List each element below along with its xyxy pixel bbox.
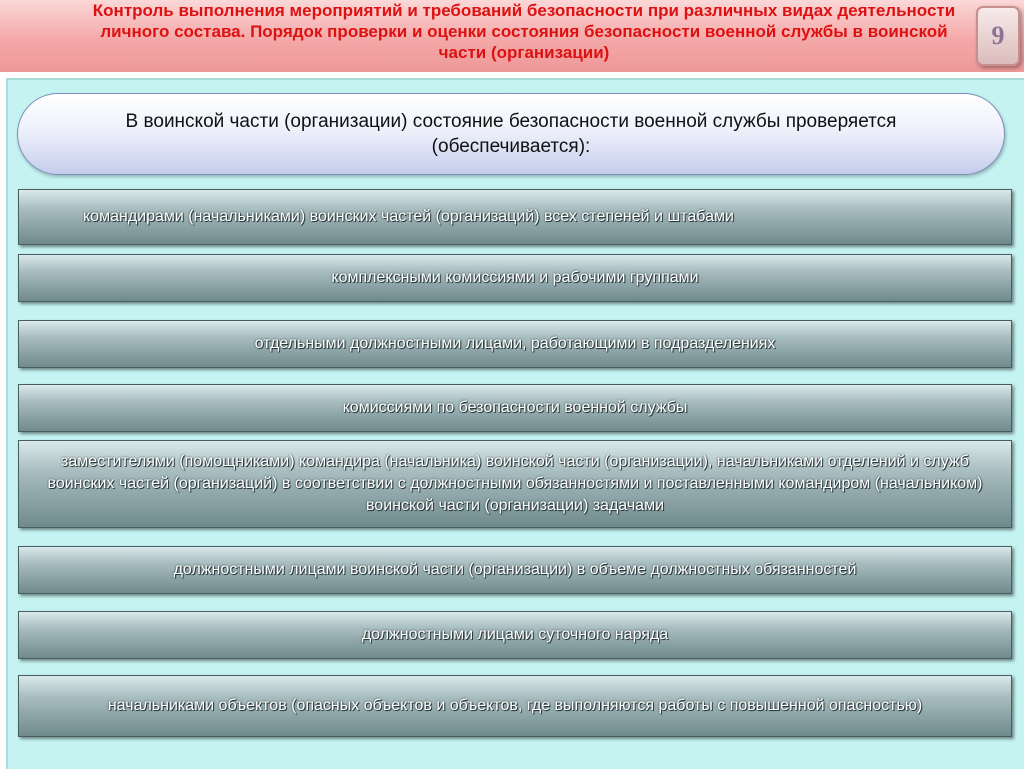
- slide-title-line: части (организации): [438, 43, 610, 62]
- list-item-text: должностными лицами суточного наряда: [361, 626, 669, 643]
- list-item-text: заместителями (помощниками) командира (начальника) воинской части (организации), начальниками отделений и служб воинских частей (организаций) в соответствии с должностными обязанностями и поставленными командиром (начальником) воинской части (организации) задачами: [47, 453, 983, 514]
- title-band: [0, 0, 1024, 72]
- intro-callout: [17, 93, 1005, 175]
- slide-number: 9: [991, 21, 1005, 50]
- list-item-text: должностными лицами воинской части (организации) в объеме должностных обязанностей: [173, 561, 857, 578]
- list-item: [18, 320, 1012, 368]
- slide-title-line: личного состава. Порядок проверки и оценки состояния безопасности военной службы в воинской: [100, 22, 948, 41]
- list-item-text: начальниками объектов (опасных объектов и объектов, где выполняются работы с повышенной опасностью): [107, 697, 923, 714]
- slide-title-line: Контроль выполнения мероприятий и требований безопасности при различных видах деятельности: [92, 1, 956, 20]
- list-item: [18, 254, 1012, 302]
- list-item: [18, 384, 1012, 432]
- slide-title: [0, 0, 1024, 63]
- list-item: [18, 546, 1012, 594]
- list-item: [18, 675, 1012, 737]
- list-item: [18, 440, 1012, 528]
- list-item-text: командирами (начальниками) воинских частей (организаций) всех степеней и штабами: [83, 208, 734, 225]
- intro-text: В воинской части (организации) состояние безопасности военной службы проверяется (обеспечивается):: [125, 111, 897, 157]
- list-item-text: комплексными комиссиями и рабочими группами: [331, 269, 699, 286]
- list-item-text: отдельными должностными лицами, работающими в подразделениях: [254, 335, 776, 352]
- list-item: [18, 611, 1012, 659]
- list-item: [18, 189, 1012, 245]
- list-item-text: комиссиями по безопасности военной службы: [342, 399, 688, 416]
- slide-number-badge: [976, 6, 1020, 66]
